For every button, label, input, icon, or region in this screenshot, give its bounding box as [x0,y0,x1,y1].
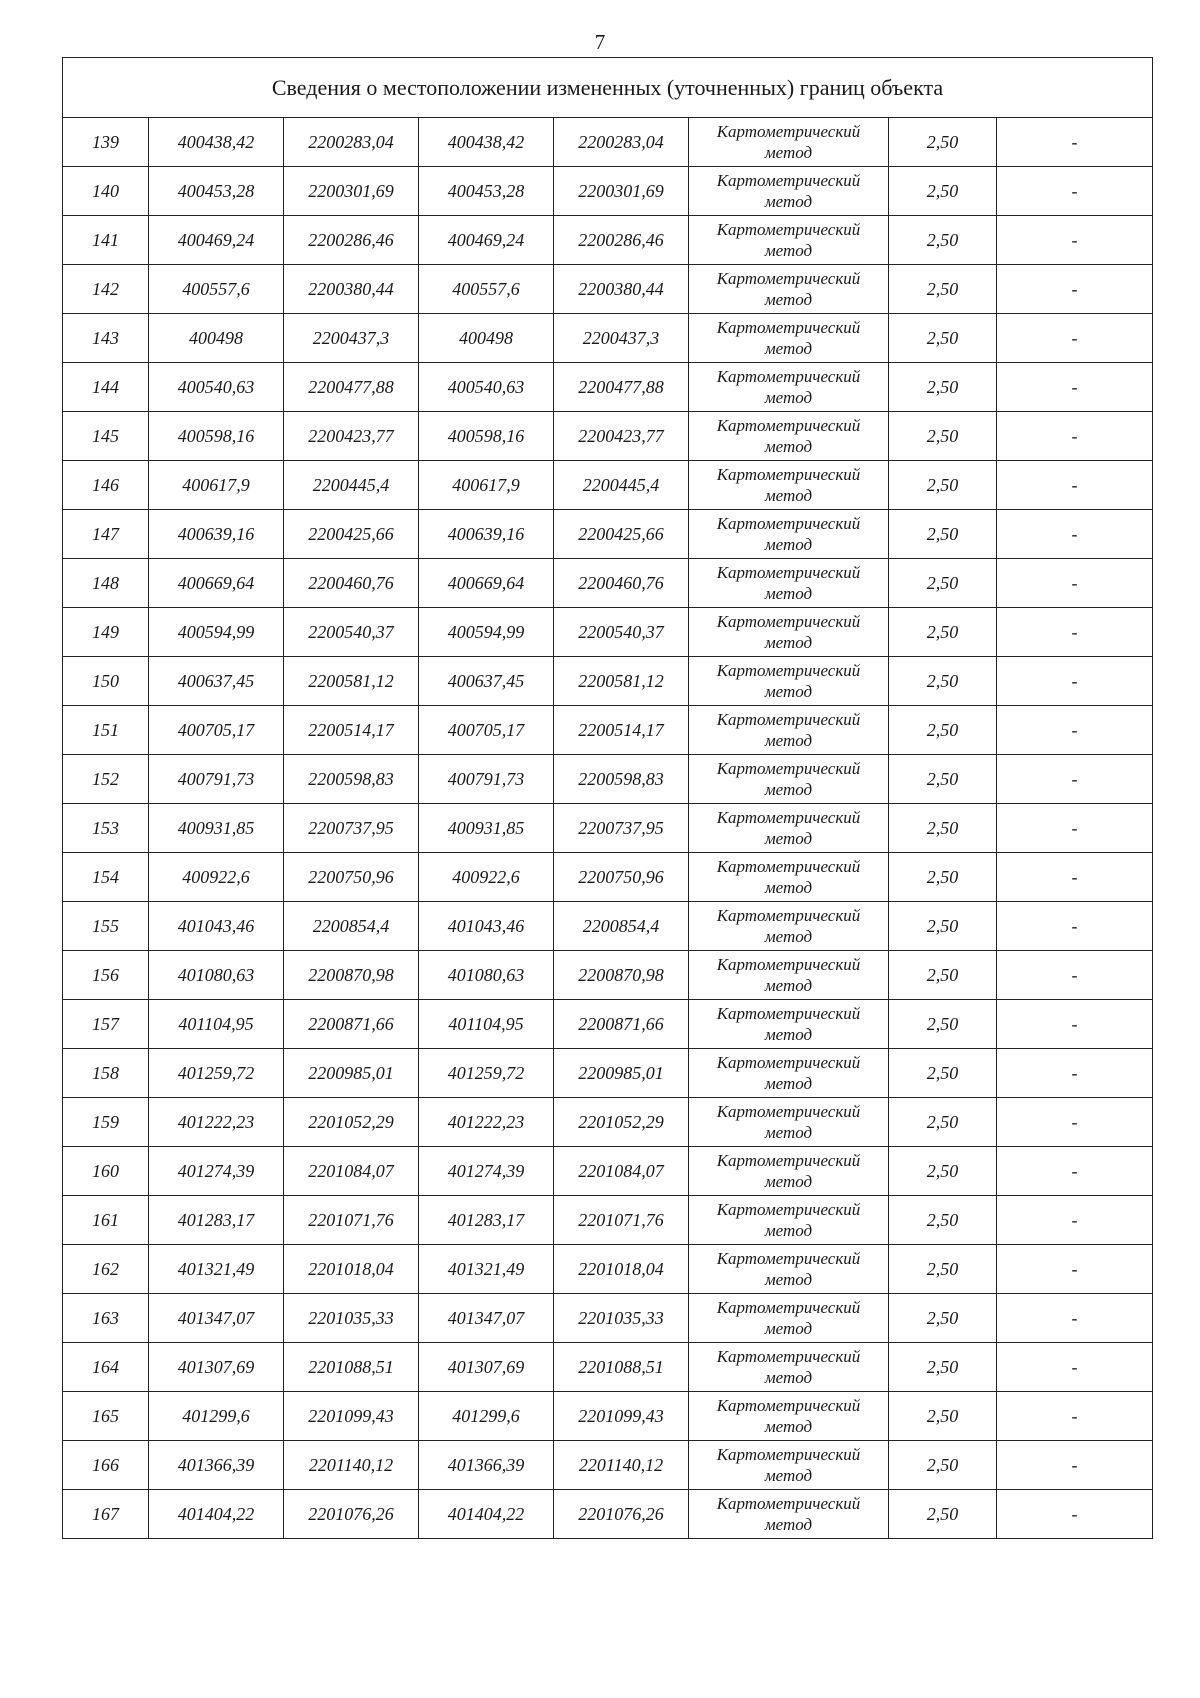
cell-y-old: 2201076,26 [284,1490,419,1539]
cell-y-new: 2201071,76 [554,1196,689,1245]
cell-y-new: 2200737,95 [554,804,689,853]
cell-x-old: 400639,16 [149,510,284,559]
cell-accuracy: 2,50 [889,706,997,755]
cell-y-new: 2200871,66 [554,1000,689,1049]
cell-x-old: 401283,17 [149,1196,284,1245]
cell-x-new: 401104,95 [419,1000,554,1049]
cell-y-new: 2200598,83 [554,755,689,804]
cell-x-old: 400557,6 [149,265,284,314]
cell-method: Картометрический метод [689,1294,889,1343]
cell-description: - [997,1294,1153,1343]
cell-x-new: 401283,17 [419,1196,554,1245]
cell-method: Картометрический метод [689,559,889,608]
cell-x-new: 400617,9 [419,461,554,510]
cell-x-old: 400438,42 [149,118,284,167]
cell-accuracy: 2,50 [889,559,997,608]
cell-method: Картометрический метод [689,510,889,559]
cell-point-number: 159 [63,1098,149,1147]
cell-accuracy: 2,50 [889,1490,997,1539]
cell-x-old: 401043,46 [149,902,284,951]
table-row [63,1196,1153,1245]
cell-y-new: 2201088,51 [554,1343,689,1392]
cell-y-old: 2200477,88 [284,363,419,412]
cell-x-new: 401043,46 [419,902,554,951]
cell-point-number: 149 [63,608,149,657]
cell-method: Картометрический метод [689,118,889,167]
cell-x-old: 401347,07 [149,1294,284,1343]
cell-description: - [997,1245,1153,1294]
cell-x-old: 400498 [149,314,284,363]
cell-description: - [997,118,1153,167]
table-row [63,951,1153,1000]
cell-y-new: 2200581,12 [554,657,689,706]
cell-accuracy: 2,50 [889,608,997,657]
cell-description: - [997,1490,1153,1539]
table-row [63,608,1153,657]
cell-x-new: 401299,6 [419,1392,554,1441]
cell-x-old: 401404,22 [149,1490,284,1539]
cell-method: Картометрический метод [689,363,889,412]
cell-y-old: 2200423,77 [284,412,419,461]
cell-description: - [997,804,1153,853]
cell-x-old: 400617,9 [149,461,284,510]
cell-x-old: 401259,72 [149,1049,284,1098]
cell-method: Картометрический метод [689,412,889,461]
cell-accuracy: 2,50 [889,755,997,804]
cell-accuracy: 2,50 [889,1343,997,1392]
cell-x-old: 400453,28 [149,167,284,216]
table-title-row [63,58,1153,118]
cell-description: - [997,216,1153,265]
cell-x-old: 401307,69 [149,1343,284,1392]
cell-y-old: 2200445,4 [284,461,419,510]
cell-method: Картометрический метод [689,804,889,853]
cell-x-old: 400791,73 [149,755,284,804]
cell-point-number: 143 [63,314,149,363]
cell-method: Картометрический метод [689,265,889,314]
cell-method: Картометрический метод [689,216,889,265]
cell-point-number: 165 [63,1392,149,1441]
cell-x-new: 401347,07 [419,1294,554,1343]
cell-x-new: 401222,23 [419,1098,554,1147]
table-row [63,755,1153,804]
table-row [63,1049,1153,1098]
cell-description: - [997,412,1153,461]
cell-method: Картометрический метод [689,608,889,657]
cell-y-new: 2200425,66 [554,510,689,559]
cell-description: - [997,510,1153,559]
cell-y-old: 2200283,04 [284,118,419,167]
table-row [63,461,1153,510]
cell-description: - [997,1392,1153,1441]
cell-y-old: 2200425,66 [284,510,419,559]
cell-accuracy: 2,50 [889,1049,997,1098]
cell-x-new: 401259,72 [419,1049,554,1098]
table-body [63,58,1153,1539]
cell-x-new: 401321,49 [419,1245,554,1294]
cell-y-old: 2200854,4 [284,902,419,951]
cell-description: - [997,314,1153,363]
cell-point-number: 160 [63,1147,149,1196]
cell-description: - [997,265,1153,314]
cell-accuracy: 2,50 [889,1098,997,1147]
cell-x-new: 400705,17 [419,706,554,755]
cell-y-new: 2201076,26 [554,1490,689,1539]
cell-point-number: 158 [63,1049,149,1098]
cell-description: - [997,706,1153,755]
cell-accuracy: 2,50 [889,1441,997,1490]
cell-description: - [997,461,1153,510]
cell-point-number: 147 [63,510,149,559]
cell-description: - [997,755,1153,804]
cell-point-number: 145 [63,412,149,461]
cell-y-old: 2201140,12 [284,1441,419,1490]
table-row [63,1441,1153,1490]
cell-y-old: 2201035,33 [284,1294,419,1343]
cell-y-new: 2201099,43 [554,1392,689,1441]
table-row [63,853,1153,902]
cell-method: Картометрический метод [689,1098,889,1147]
cell-accuracy: 2,50 [889,363,997,412]
table-row [63,1490,1153,1539]
cell-x-new: 400791,73 [419,755,554,804]
cell-accuracy: 2,50 [889,951,997,1000]
cell-description: - [997,608,1153,657]
cell-description: - [997,1441,1153,1490]
cell-x-new: 401404,22 [419,1490,554,1539]
cell-x-new: 400438,42 [419,118,554,167]
cell-y-old: 2200737,95 [284,804,419,853]
cell-y-new: 2200514,17 [554,706,689,755]
cell-y-old: 2201084,07 [284,1147,419,1196]
table-row [63,902,1153,951]
cell-method: Картометрический метод [689,1000,889,1049]
cell-y-old: 2201052,29 [284,1098,419,1147]
cell-method: Картометрический метод [689,951,889,1000]
cell-point-number: 151 [63,706,149,755]
cell-description: - [997,167,1153,216]
cell-y-new: 2200460,76 [554,559,689,608]
cell-point-number: 153 [63,804,149,853]
cell-x-old: 401222,23 [149,1098,284,1147]
cell-x-old: 401104,95 [149,1000,284,1049]
table-row [63,1098,1153,1147]
cell-x-old: 400637,45 [149,657,284,706]
cell-y-old: 2201018,04 [284,1245,419,1294]
table-row [63,1147,1153,1196]
table-row [63,216,1153,265]
cell-y-old: 2200870,98 [284,951,419,1000]
table-row [63,559,1153,608]
cell-method: Картометрический метод [689,1392,889,1441]
cell-y-new: 2200854,4 [554,902,689,951]
cell-accuracy: 2,50 [889,118,997,167]
cell-method: Картометрический метод [689,461,889,510]
table-row [63,314,1153,363]
cell-y-new: 2201018,04 [554,1245,689,1294]
cell-y-old: 2200301,69 [284,167,419,216]
cell-y-new: 2200283,04 [554,118,689,167]
cell-y-new: 2200437,3 [554,314,689,363]
cell-description: - [997,951,1153,1000]
table-row [63,1343,1153,1392]
cell-accuracy: 2,50 [889,1392,997,1441]
cell-x-new: 400540,63 [419,363,554,412]
cell-x-old: 401274,39 [149,1147,284,1196]
cell-y-old: 2200460,76 [284,559,419,608]
cell-y-new: 2200750,96 [554,853,689,902]
cell-point-number: 156 [63,951,149,1000]
cell-y-new: 2201052,29 [554,1098,689,1147]
cell-x-old: 401080,63 [149,951,284,1000]
cell-x-new: 400469,24 [419,216,554,265]
cell-x-new: 401274,39 [419,1147,554,1196]
table-row [63,1245,1153,1294]
cell-accuracy: 2,50 [889,1294,997,1343]
table-title: Сведения о местоположении измененных (уточненных) границ объекта [63,58,1153,118]
cell-x-old: 400469,24 [149,216,284,265]
cell-y-new: 2200870,98 [554,951,689,1000]
cell-point-number: 162 [63,1245,149,1294]
cell-description: - [997,363,1153,412]
cell-accuracy: 2,50 [889,1245,997,1294]
cell-description: - [997,1147,1153,1196]
cell-x-new: 401366,39 [419,1441,554,1490]
cell-point-number: 164 [63,1343,149,1392]
table-row [63,804,1153,853]
cell-x-old: 401321,49 [149,1245,284,1294]
cell-point-number: 163 [63,1294,149,1343]
table-row [63,657,1153,706]
cell-method: Картометрический метод [689,167,889,216]
cell-accuracy: 2,50 [889,853,997,902]
cell-accuracy: 2,50 [889,657,997,706]
cell-point-number: 142 [63,265,149,314]
cell-x-new: 400453,28 [419,167,554,216]
cell-accuracy: 2,50 [889,167,997,216]
cell-point-number: 155 [63,902,149,951]
cell-x-new: 400637,45 [419,657,554,706]
cell-y-old: 2200286,46 [284,216,419,265]
cell-accuracy: 2,50 [889,314,997,363]
cell-method: Картометрический метод [689,657,889,706]
cell-point-number: 150 [63,657,149,706]
cell-point-number: 166 [63,1441,149,1490]
cell-method: Картометрический метод [689,1490,889,1539]
cell-y-new: 2200477,88 [554,363,689,412]
page-number: 7 [594,30,606,54]
cell-description: - [997,559,1153,608]
cell-x-new: 400922,6 [419,853,554,902]
cell-x-new: 400639,16 [419,510,554,559]
cell-method: Картометрический метод [689,853,889,902]
cell-y-new: 2200985,01 [554,1049,689,1098]
cell-accuracy: 2,50 [889,1196,997,1245]
cell-method: Картометрический метод [689,1196,889,1245]
cell-description: - [997,1049,1153,1098]
table-row [63,118,1153,167]
table-row [63,412,1153,461]
cell-x-old: 400540,63 [149,363,284,412]
cell-y-new: 2201035,33 [554,1294,689,1343]
table-row [63,706,1153,755]
cell-accuracy: 2,50 [889,265,997,314]
cell-x-new: 400598,16 [419,412,554,461]
cell-description: - [997,657,1153,706]
cell-y-new: 2201140,12 [554,1441,689,1490]
cell-description: - [997,1196,1153,1245]
cell-y-old: 2200514,17 [284,706,419,755]
cell-x-old: 401366,39 [149,1441,284,1490]
cell-method: Картометрический метод [689,902,889,951]
cell-y-old: 2200581,12 [284,657,419,706]
cell-method: Картометрический метод [689,1343,889,1392]
cell-accuracy: 2,50 [889,216,997,265]
table-row [63,510,1153,559]
cell-y-old: 2201099,43 [284,1392,419,1441]
cell-accuracy: 2,50 [889,1000,997,1049]
cell-point-number: 139 [63,118,149,167]
cell-x-new: 401307,69 [419,1343,554,1392]
cell-method: Картометрический метод [689,1147,889,1196]
cell-x-old: 400669,64 [149,559,284,608]
cell-method: Картометрический метод [689,1245,889,1294]
cell-point-number: 167 [63,1490,149,1539]
cell-y-old: 2200750,96 [284,853,419,902]
cell-x-old: 400598,16 [149,412,284,461]
cell-y-new: 2200540,37 [554,608,689,657]
cell-y-old: 2200437,3 [284,314,419,363]
cell-y-old: 2200598,83 [284,755,419,804]
cell-x-new: 400498 [419,314,554,363]
cell-point-number: 141 [63,216,149,265]
cell-y-old: 2200871,66 [284,1000,419,1049]
cell-y-old: 2200380,44 [284,265,419,314]
cell-y-new: 2200423,77 [554,412,689,461]
cell-point-number: 152 [63,755,149,804]
cell-x-old: 400594,99 [149,608,284,657]
cell-point-number: 157 [63,1000,149,1049]
cell-y-old: 2200985,01 [284,1049,419,1098]
cell-y-new: 2200286,46 [554,216,689,265]
cell-x-new: 400557,6 [419,265,554,314]
cell-method: Картометрический метод [689,1049,889,1098]
cell-y-new: 2200301,69 [554,167,689,216]
cell-x-old: 401299,6 [149,1392,284,1441]
cell-accuracy: 2,50 [889,510,997,559]
cell-point-number: 154 [63,853,149,902]
table-row [63,265,1153,314]
cell-x-new: 401080,63 [419,951,554,1000]
table-row [63,1392,1153,1441]
cell-point-number: 140 [63,167,149,216]
cell-method: Картометрический метод [689,314,889,363]
cell-x-new: 400594,99 [419,608,554,657]
cell-point-number: 148 [63,559,149,608]
cell-y-old: 2200540,37 [284,608,419,657]
cell-point-number: 161 [63,1196,149,1245]
cell-description: - [997,902,1153,951]
boundary-coordinates-table [62,57,1153,1539]
cell-y-new: 2200380,44 [554,265,689,314]
cell-accuracy: 2,50 [889,412,997,461]
cell-point-number: 146 [63,461,149,510]
cell-method: Картометрический метод [689,1441,889,1490]
cell-method: Картометрический метод [689,706,889,755]
cell-accuracy: 2,50 [889,804,997,853]
cell-x-old: 400705,17 [149,706,284,755]
cell-accuracy: 2,50 [889,1147,997,1196]
cell-y-new: 2200445,4 [554,461,689,510]
cell-x-new: 400669,64 [419,559,554,608]
table-row [63,1000,1153,1049]
cell-y-old: 2201071,76 [284,1196,419,1245]
cell-point-number: 144 [63,363,149,412]
cell-description: - [997,1000,1153,1049]
cell-accuracy: 2,50 [889,461,997,510]
cell-x-new: 400931,85 [419,804,554,853]
cell-method: Картометрический метод [689,755,889,804]
cell-description: - [997,1098,1153,1147]
cell-y-new: 2201084,07 [554,1147,689,1196]
cell-x-old: 400922,6 [149,853,284,902]
cell-x-old: 400931,85 [149,804,284,853]
table-row [63,363,1153,412]
cell-accuracy: 2,50 [889,902,997,951]
table-row [63,1294,1153,1343]
cell-description: - [997,853,1153,902]
cell-description: - [997,1343,1153,1392]
cell-y-old: 2201088,51 [284,1343,419,1392]
table-row [63,167,1153,216]
